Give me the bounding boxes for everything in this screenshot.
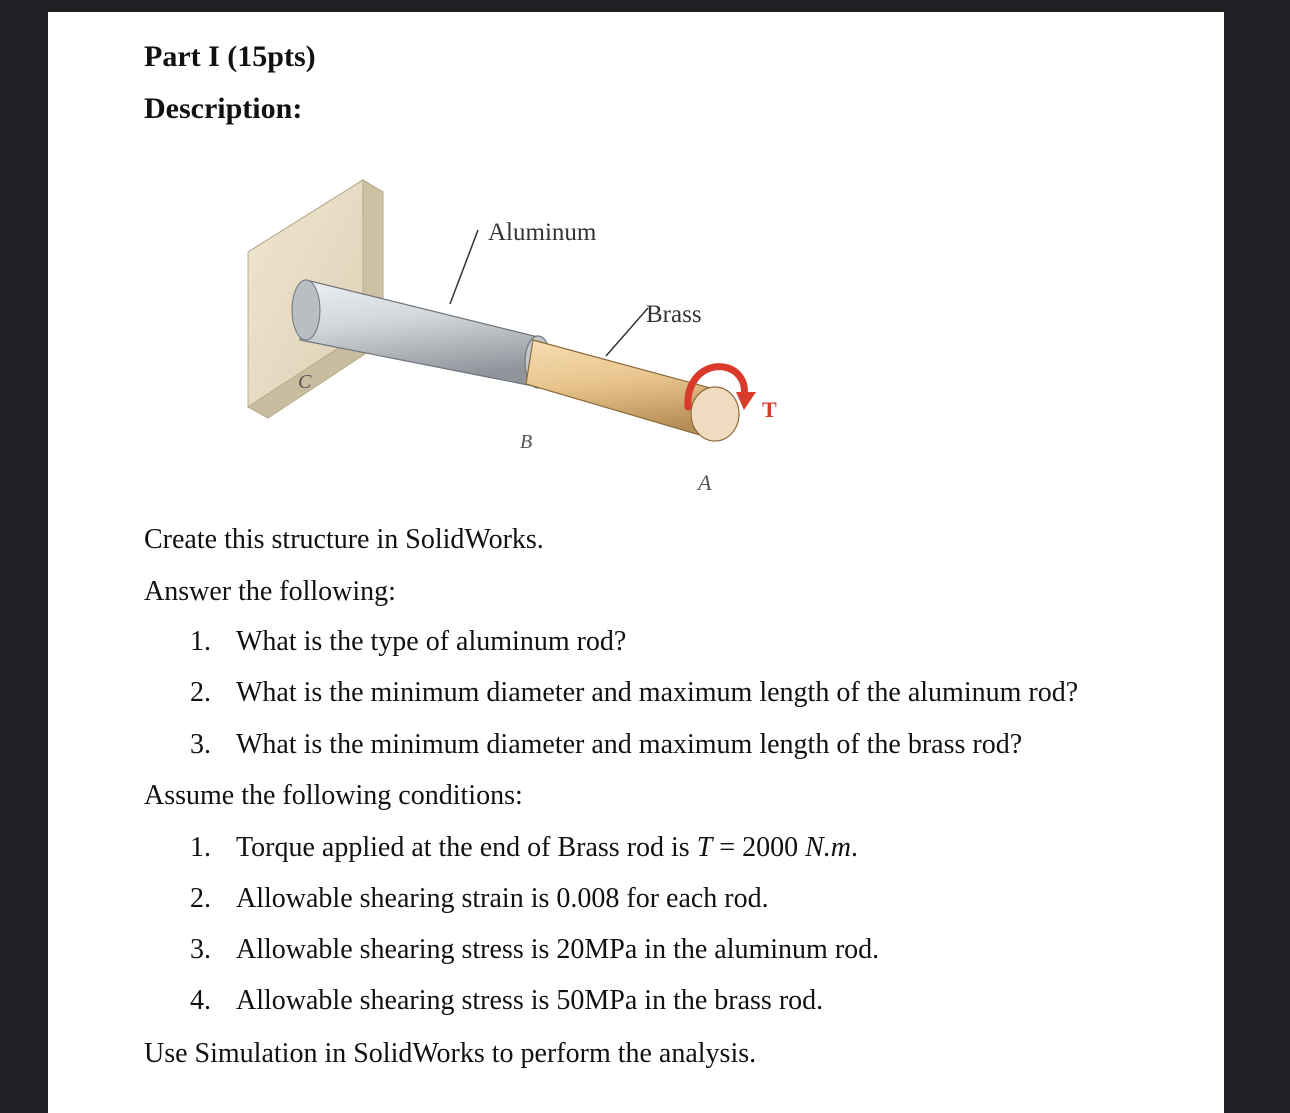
create-instruction: Create this structure in SolidWorks. <box>144 524 544 555</box>
label-c: C <box>298 371 312 393</box>
part-title: Part I (15pts) <box>144 40 316 73</box>
torsion-shaft-figure <box>188 172 808 502</box>
condition-text: Allowable shearing strain is 0.008 for each rod. <box>236 883 769 914</box>
question-number: 2. <box>190 677 211 708</box>
label-t: T <box>762 397 777 422</box>
label-a: A <box>698 470 712 495</box>
condition-number: 1. <box>190 832 211 863</box>
question-text: What is the type of aluminum rod? <box>236 626 627 657</box>
closing-instruction: Use Simulation in SolidWorks to perform the analysis. <box>144 1038 757 1069</box>
torque-unit: N.m <box>805 832 851 863</box>
description-label: Description: <box>144 92 303 125</box>
question-item <box>190 728 1022 762</box>
label-b: B <box>520 431 533 453</box>
question-item <box>190 676 1078 710</box>
question-item <box>190 625 626 659</box>
answer-intro: Answer the following: <box>144 576 396 607</box>
condition-text: Allowable shearing stress is 20MPa in the aluminum rod. <box>236 934 880 965</box>
condition-item <box>190 882 769 916</box>
condition-text: Torque applied at the end of Brass rod is <box>236 832 697 863</box>
aluminum-leader-line <box>450 230 478 304</box>
condition-item <box>190 933 879 967</box>
condition-suffix: . <box>850 832 858 863</box>
condition-number: 2. <box>190 883 211 914</box>
torque-value: = 2000 <box>712 832 806 863</box>
condition-text: Allowable shearing stress is 50MPa in the brass rod. <box>236 985 824 1016</box>
question-number: 3. <box>190 729 211 760</box>
assume-intro: Assume the following conditions: <box>144 780 523 811</box>
label-brass: Brass <box>646 301 702 328</box>
document-page <box>48 12 1224 1113</box>
question-text: What is the minimum diameter and maximum length of the aluminum rod? <box>236 677 1079 708</box>
condition-item <box>190 984 823 1018</box>
torque-symbol: T <box>696 832 713 863</box>
question-text: What is the minimum diameter and maximum length of the brass rod? <box>236 729 1023 760</box>
question-number: 1. <box>190 626 211 657</box>
brass-rod <box>526 340 739 441</box>
condition-item <box>190 831 858 865</box>
condition-number: 3. <box>190 934 211 965</box>
brass-leader-line <box>606 308 648 356</box>
label-aluminum: Aluminum <box>488 219 597 246</box>
condition-number: 4. <box>190 985 211 1016</box>
